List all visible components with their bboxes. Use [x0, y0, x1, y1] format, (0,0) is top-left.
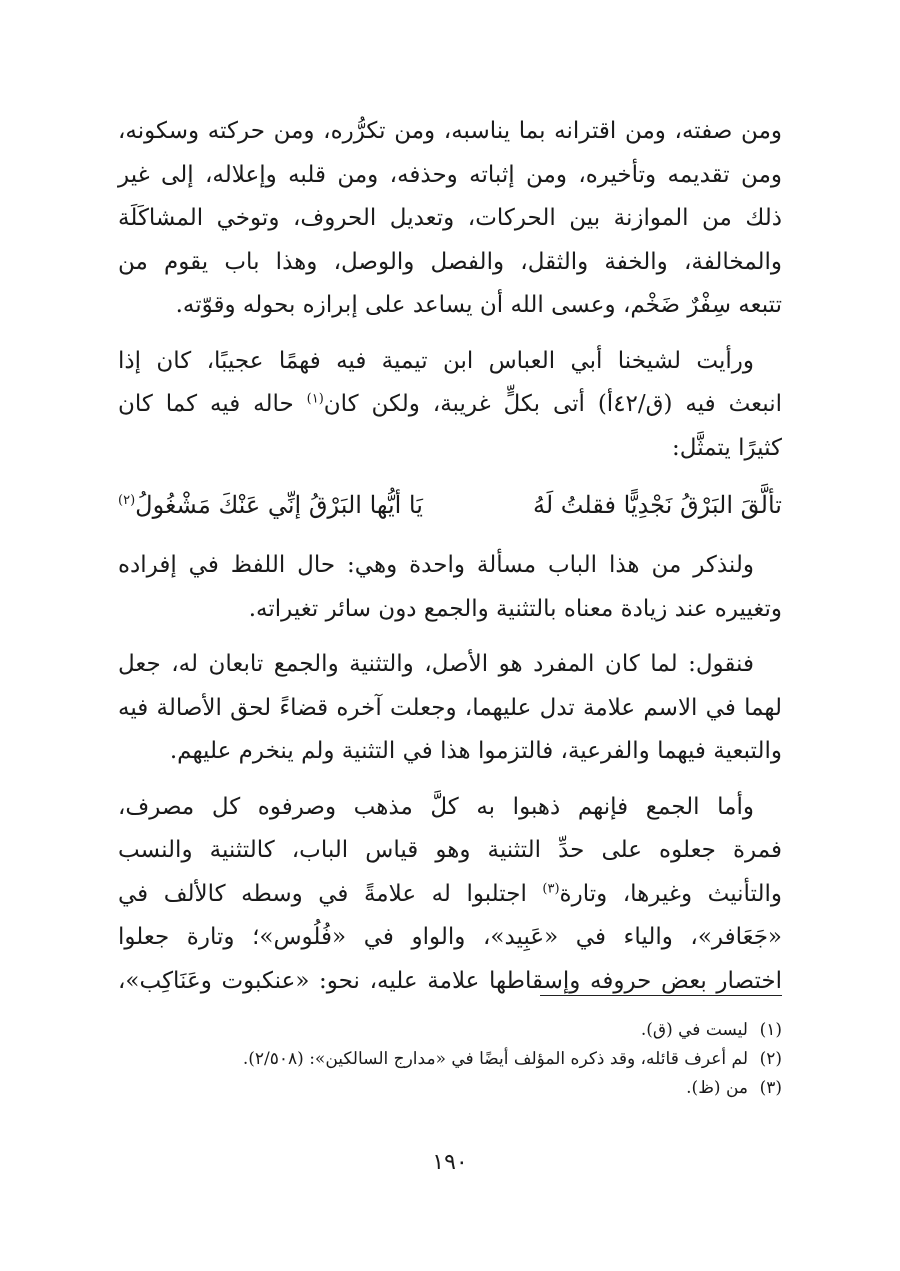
text-line: اختصار بعض حروفه وإسقاطها علامة عليه، نحو: «عنكبوت وعَنَاكِب»،: [118, 967, 782, 994]
main-text: [118, 110, 782, 1015]
text-segment: والتأنيث وغيرها، وتارة: [559, 880, 782, 907]
text-line: كثيرًا يتمثَّل:: [672, 434, 782, 461]
footnote-number: (٣): [759, 1078, 782, 1098]
footnote-marker-1: (١): [306, 391, 324, 407]
footnote-separator: [540, 995, 782, 996]
verse-text: يَا أيُّها البَرْقُ إنِّي عَنْكَ مَشْغُولُ: [135, 491, 423, 519]
verse-first-hemistich: تألَّقَ البَرْقُ نَجْدِيًّا فقلتُ لَهُ: [533, 491, 782, 519]
text-line: ورأيت لشيخنا أبي العباس ابن تيمية فيه فهمًا عجيبًا، كان إذا: [118, 347, 754, 374]
text-line: ومن صفته، ومن اقترانه بما يناسبه، ومن تكرُّره، ومن حركته وسكونه،: [118, 118, 782, 144]
verse-second-hemistich: [118, 482, 423, 528]
footnote-3: [118, 1074, 782, 1103]
paragraph-3: [118, 544, 782, 631]
footnote-marker-2: (٢): [118, 493, 136, 508]
text-line: ذلك من الموازنة بين الحركات، وتعديل الحروف، وتوخي المشاكَلَة: [118, 205, 782, 231]
text-line: وأما الجمع فإنهم ذهبوا به كلَّ مذهب وصرفوه كل مصرف،: [118, 793, 754, 820]
paragraph-2: [118, 340, 782, 471]
text-line: ولنذكر من هذا الباب مسألة واحدة وهي: حال اللفظ في إفراده: [118, 552, 754, 578]
text-line: «جَعَافر»، والياء في «عَبِيد»، والواو في «فُلُوس»؛ وتارة جعلوا: [118, 924, 782, 950]
text-line: والتبعية فيهما والفرعية، فالتزموا هذا في التثنية ولم ينخرم عليهم.: [169, 738, 782, 764]
footnote-number: (٢): [759, 1049, 782, 1069]
paragraph-1: [118, 110, 782, 328]
footnote-1: [118, 1016, 782, 1045]
footnote-marker-3: (٣): [542, 880, 560, 896]
footnotes: [118, 1016, 782, 1103]
footnote-text: ليست في (ق).: [640, 1020, 748, 1040]
paragraph-5: [118, 786, 782, 1004]
paragraph-4: [118, 643, 782, 774]
text-line: والمخالفة، والخفة والثقل، والفصل والوصل، وهذا باب يقوم من: [118, 248, 782, 275]
text-segment: حاله فيه كما كان: [118, 391, 294, 417]
text-line: [118, 873, 782, 917]
text-line: [118, 383, 782, 427]
text-line: وتغييره عند زيادة معناه بالتثنية والجمع دون سائر تغيراته.: [248, 595, 782, 622]
text-line: تتبعه سِفْرٌ ضَخْم، وعسى الله أن يساعد على إبرازه بحوله وقوّته.: [175, 292, 782, 318]
text-line: فنقول: لما كان المفرد هو الأصل، والتثنية والجمع تابعان له، جعل: [118, 651, 754, 677]
text-line: فمرة جعلوه على حدِّ التثنية وهو قياس الباب، كالتثنية والنسب: [118, 837, 782, 863]
footnote-text: من (ظ).: [686, 1078, 748, 1098]
footnote-text: لم أعرف قائله، وقد ذكره المؤلف أيضًا في «مدارج السالكين»: (٢/٥٠٨).: [242, 1049, 748, 1069]
footnote-2: [118, 1045, 782, 1074]
text-line: ومن تقديمه وتأخيره، ومن إثباته وحذفه، ومن قلبه وإعلاله، إلى غير: [118, 161, 782, 188]
text-line: لهما في الاسم علامة تدل عليهما، وجعلت آخره قضاءً لحق الأصالة فيه: [118, 694, 782, 721]
text-segment: انبعث فيه (ق/٤٢أ) أتى بكلٍّ غريبة، ولكن كان: [323, 391, 783, 417]
poetry-verse: [118, 482, 782, 528]
footnote-number: (١): [759, 1020, 782, 1040]
text-segment: اجتلبوا له علامةً في وسطه كالألف في: [118, 880, 527, 907]
page-number: ١٩٠: [432, 1150, 468, 1175]
